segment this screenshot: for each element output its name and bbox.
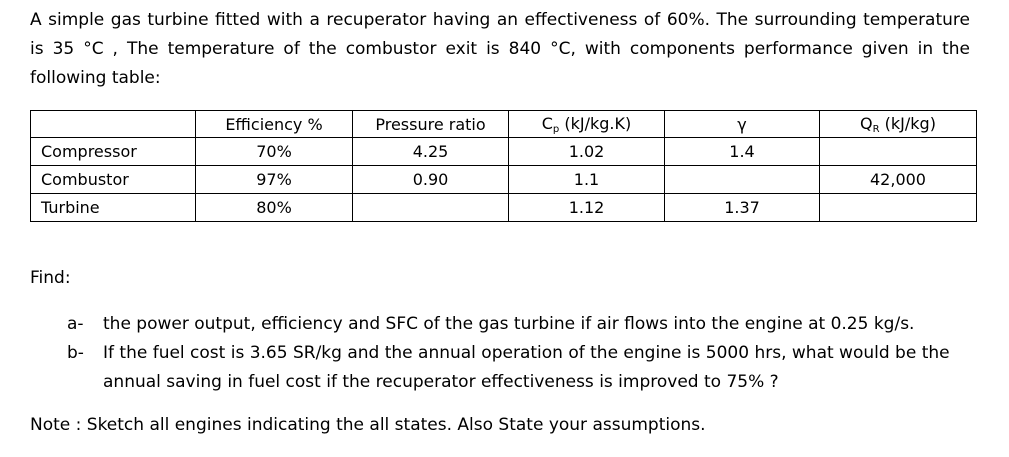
table-cell: 1.37 bbox=[665, 194, 820, 222]
header-cell bbox=[31, 111, 196, 138]
table-cell: 1.4 bbox=[665, 138, 820, 166]
table-cell: Turbine bbox=[31, 194, 196, 222]
table-cell: Combustor bbox=[31, 166, 196, 194]
performance-table bbox=[30, 110, 977, 222]
header-efficiency: Efficiency % bbox=[196, 111, 353, 138]
table-cell: Compressor bbox=[31, 138, 196, 166]
table-cell: 1.12 bbox=[509, 194, 665, 222]
item-marker: a- bbox=[67, 314, 84, 334]
question-list bbox=[67, 310, 967, 397]
table-row bbox=[31, 194, 977, 222]
item-marker: b- bbox=[67, 343, 84, 363]
table-cell bbox=[820, 194, 977, 222]
table-cell: 70% bbox=[196, 138, 353, 166]
problem-intro: A simple gas turbine fitted with a recuperator having an effectiveness of 60%. The surrounding temperature is 35 °C , The temperature of the combustor exit is 840 °C, with components performance given in the following table: bbox=[30, 10, 970, 88]
find-label: Find: bbox=[30, 268, 71, 288]
item-text: If the fuel cost is 3.65 SR/kg and the annual operation of the engine is 5000 hrs, what would be the annual saving in fuel cost if the recuperator effectiveness is improved to 75% ? bbox=[103, 343, 950, 392]
note-text: Note : Sketch all engines indicating the all states. Also State your assumptions. bbox=[30, 415, 706, 435]
table-cell bbox=[665, 166, 820, 194]
table-cell: 97% bbox=[196, 166, 353, 194]
table-cell: 1.1 bbox=[509, 166, 665, 194]
table-header-row bbox=[31, 111, 977, 138]
table-cell: 1.02 bbox=[509, 138, 665, 166]
table-cell: 42,000 bbox=[820, 166, 977, 194]
header-cp: $C_p$ (kJ/kg.K) bbox=[509, 111, 665, 138]
table-cell bbox=[353, 194, 509, 222]
table-cell: 4.25 bbox=[353, 138, 509, 166]
table-cell: 0.90 bbox=[353, 166, 509, 194]
header-pressure-ratio: Pressure ratio bbox=[353, 111, 509, 138]
table-cell: 80% bbox=[196, 194, 353, 222]
list-item bbox=[67, 339, 967, 397]
header-qr: $Q_R$ (kJ/kg) bbox=[820, 111, 977, 138]
list-item bbox=[67, 310, 967, 339]
item-text: the power output, efficiency and SFC of the gas turbine if air flows into the engine at 0.25 kg/s. bbox=[103, 314, 915, 334]
table-row bbox=[31, 138, 977, 166]
header-gamma: γ bbox=[665, 111, 820, 138]
table-cell bbox=[820, 138, 977, 166]
table-row bbox=[31, 166, 977, 194]
